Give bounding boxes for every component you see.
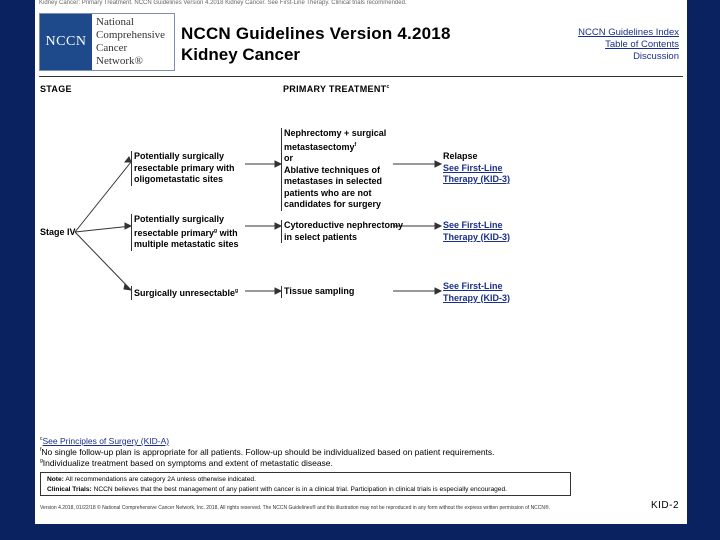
principles-of-surgery-link[interactable]: See Principles of Surgery (KID-A): [42, 435, 170, 446]
version-copyright: Version 4.2018, 01/22/18 © National Comprehensive Cancer Network, Inc. 2018, All rights reserved. The NCCN Guidelines® and this illustration may not be reproduced in any form without the express written permission of NCCN®.: [40, 505, 551, 511]
footnote-f: $^f$No single follow-up plan is appropriate for all patients. Follow-up should be individualized based on patient requirements.: [40, 446, 495, 457]
treatment-nephrectomy-metastasectomy: Nephrectomy + surgical metastasectomy$^f$ or Ablative techniques of metastases in selected patients who are not candidates for surgery: [281, 128, 386, 211]
stage-iv-label: Stage IV: [40, 227, 76, 237]
logo-abbreviation: NCCN: [40, 14, 92, 70]
footnote-g: $^g$Individualize treatment based on symptoms and extent of metastatic disease.: [40, 457, 333, 468]
treatment-column-header: PRIMARY TREATMENT$^c$: [283, 84, 390, 94]
first-line-therapy-link[interactable]: See First-Line Therapy (KID-3): [443, 220, 511, 242]
guideline-title: NCCN Guidelines Version 4.2018: [181, 24, 451, 43]
guideline-subtitle: Kidney Cancer: [181, 45, 301, 64]
treatment-tissue-sampling: Tissue sampling: [281, 286, 354, 298]
top-header-text: Kidney Cancer: Primary Treatment. NCCN Guidelines Version 4.2018 Kidney Cancer. See First-Line Therapy. Clinical trials recommended.: [39, 0, 407, 6]
note-box: Note: All recommendations are category 2A unless otherwise indicated. Clinical Trials: NCCN believes that the best management of any patient with cancer is in a clinical trial. Participation in clinical trials is especially encouraged.: [40, 472, 571, 496]
condition-multiple-metastatic: Potentially surgically resectable primary$^g$ with multiple metastatic sites: [131, 214, 239, 251]
stage-column-header: STAGE: [40, 84, 72, 94]
first-line-therapy-link[interactable]: See First-Line Therapy (KID-3): [443, 281, 511, 303]
footnote-c: $^c$See Principles of Surgery (KID-A): [40, 435, 170, 446]
condition-unresectable: Surgically unresectable$^g$: [131, 286, 238, 300]
discussion-link[interactable]: Discussion: [633, 51, 679, 62]
condition-oligometastatic: Potentially surgically resectable primary with oligometastatic sites: [131, 151, 235, 186]
first-line-therapy-link[interactable]: See First-Line Therapy (KID-3): [443, 162, 511, 184]
table-of-contents-link[interactable]: Table of Contents: [605, 39, 679, 50]
guidelines-index-link[interactable]: NCCN Guidelines Index: [578, 27, 679, 38]
page-number: KID-2: [650, 500, 679, 511]
logo-organization-name: National Comprehensive Cancer Network®: [96, 16, 166, 67]
relapse-outcome: Relapse See First-Line Therapy (KID-3): [443, 151, 511, 184]
stage-to-branch-1-line: [75, 162, 131, 232]
guideline-page: [35, 0, 687, 524]
treatment-cytoreductive-nephrectomy: Cytoreductive nephrectomy in select patients: [281, 220, 403, 243]
